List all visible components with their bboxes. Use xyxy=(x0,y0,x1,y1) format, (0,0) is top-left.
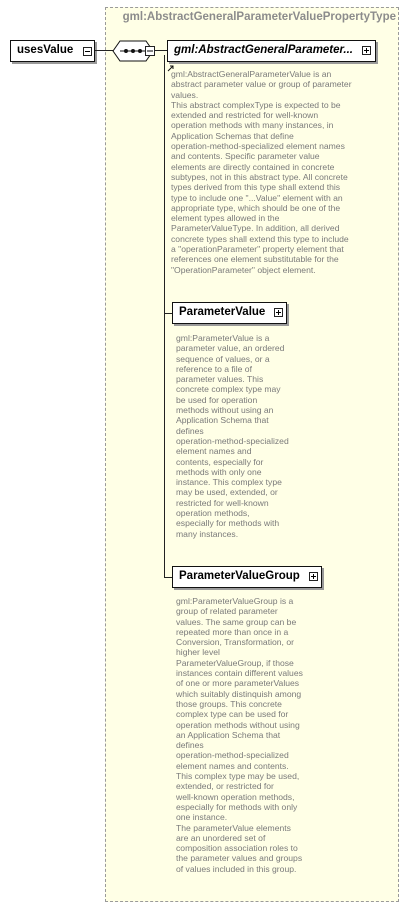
element-description: gml:AbstractGeneralParameterValue is an abstract parameter value or group of parameter values. This abstract complexType is expected to be extended and restricted for well-known operation methods with many instances, in Application Schemas that define operation-method-specialized element names and contents. Specific parameter value elements are directly contained in concrete subtypes, not in this abstract type. All concrete types derived from this type shall extend this type to include one "...Value" element with an appropriate type, which should be one of the element types allowed in the ParameterValueType. In addition, all derived concrete types shall extend this type to include a "operationParameter" property element that references one element substitutable for the "OperationParameter" object element. xyxy=(171,69,352,275)
expand-icon[interactable] xyxy=(274,308,283,317)
substitution-connector xyxy=(164,577,172,578)
element-label: ParameterValue xyxy=(179,306,266,318)
element-label: gml:AbstractGeneralParameter... xyxy=(174,44,353,56)
element-abstract-general-parameter-value[interactable] xyxy=(167,40,376,62)
collapse-icon[interactable] xyxy=(83,47,92,56)
complex-type-title: gml:AbstractGeneralParameterValuePropertyType xyxy=(122,11,396,23)
substitution-connector xyxy=(164,55,165,577)
substitution-connector xyxy=(164,313,172,314)
element-parameter-value-group[interactable] xyxy=(172,566,322,588)
connector-line xyxy=(155,50,167,51)
element-description: gml:ParameterValue is a parameter value, an ordered sequence of values, or a reference to a file of parameter values. This concrete complex type may be used for operation methods without using an Application Schema that defines operation-method-specialized element names and contents, especially for methods with only one instance. This complex type may be used, extended, or restricted for well-known operation methods, especially for methods with many instances. xyxy=(176,333,289,539)
element-label: usesValue xyxy=(17,44,74,56)
expand-icon[interactable] xyxy=(309,572,318,581)
expand-icon[interactable] xyxy=(362,46,371,55)
element-label: ParameterValueGroup xyxy=(179,570,300,582)
sequence-compositor-icon[interactable] xyxy=(112,40,160,62)
element-uses-value[interactable] xyxy=(10,40,95,62)
element-parameter-value[interactable] xyxy=(172,302,287,324)
element-description: gml:ParameterValueGroup is a group of related parameter values. The same group can be repeated more than once in a Conversion, Transformation, or higher level ParameterValueGroup, if those instances contain different values of one or more parameterValues which suitably distinquish among those groups. This concrete complex type can be used for operation methods without using an Application Schema that defines operation-method-specialized element names and contents. This complex type may be used, extended, or restricted for well-known operation methods, especially for methods with only one instance. The parameterValue elements are an unordered set of composition association roles to the parameter values and groups of values included in this group. xyxy=(176,596,303,874)
